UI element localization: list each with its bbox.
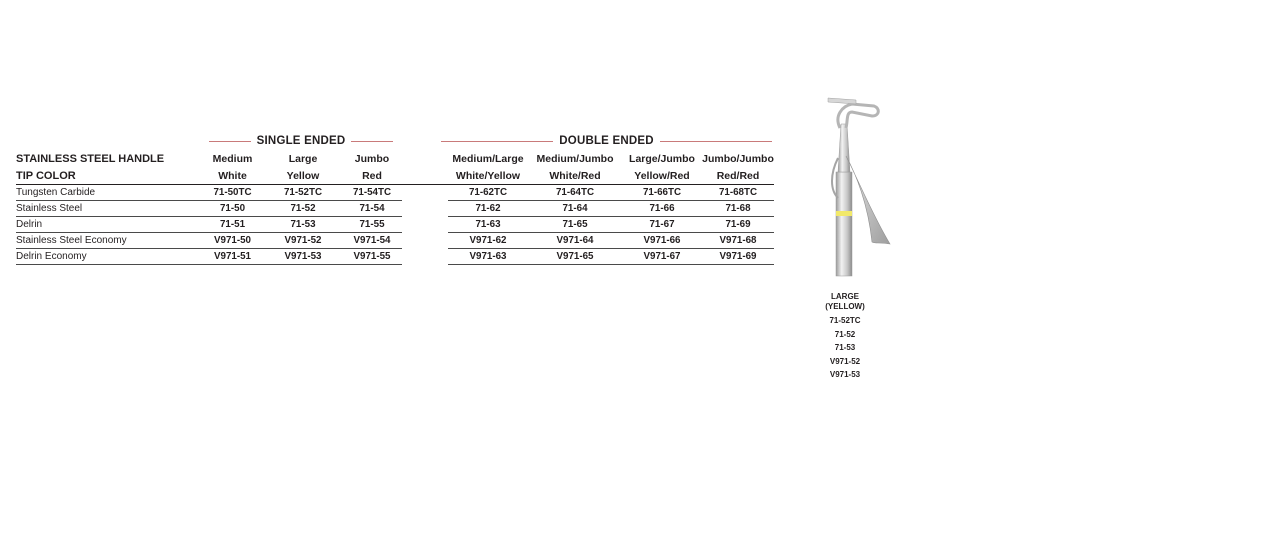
product-code: 71-53 (264, 217, 342, 233)
product-code: V971-65 (528, 249, 622, 265)
col-color-white: White (201, 167, 264, 185)
heading-rule (441, 141, 553, 142)
header-row-color (16, 167, 774, 185)
product-code: 71-54TC (342, 185, 402, 201)
product-code: 71-64 (528, 201, 622, 217)
col-gap (402, 217, 448, 233)
spec-table (16, 150, 774, 265)
table-row (16, 249, 774, 265)
col-color-white-yellow: White/Yellow (448, 167, 528, 185)
table-row (16, 201, 774, 217)
double-ended-heading (441, 134, 772, 148)
material-label: Delrin Economy (16, 249, 201, 265)
caption-size: LARGE (831, 292, 859, 301)
double-ended-label: DOUBLE ENDED (559, 135, 654, 147)
col-color-yellow-red: Yellow/Red (622, 167, 702, 185)
spec-table-body (16, 185, 774, 265)
heading-rule (351, 141, 393, 142)
caption-code: 71-52 (834, 329, 856, 339)
product-code: V971-66 (622, 233, 702, 249)
material-label: Stainless Steel (16, 201, 201, 217)
col-color-red-red: Red/Red (702, 167, 774, 185)
product-code: 71-52TC (264, 185, 342, 201)
material-label: Tungsten Carbide (16, 185, 201, 201)
col-size-jumbo-jumbo: Jumbo/Jumbo (702, 152, 774, 165)
col-gap (402, 150, 448, 167)
product-code: 71-66TC (622, 185, 702, 201)
caption-code: V971-52 (829, 356, 861, 366)
table-row (16, 217, 774, 233)
table-row (16, 185, 774, 201)
table-row (16, 233, 774, 249)
col-gap (402, 185, 448, 201)
product-caption (805, 292, 885, 382)
col-gap (402, 233, 448, 249)
product-code: V971-52 (264, 233, 342, 249)
product-code: 71-68 (702, 201, 774, 217)
col-size-medium: Medium (212, 152, 253, 165)
single-ended-label: SINGLE ENDED (256, 135, 346, 147)
product-code: V971-50 (201, 233, 264, 249)
product-code: V971-62 (448, 233, 528, 249)
col-size-large: Large (288, 152, 318, 165)
caption-code: V971-53 (829, 370, 861, 379)
material-label: Stainless Steel Economy (16, 233, 201, 249)
material-label: Delrin (16, 217, 201, 233)
product-code: 71-62 (448, 201, 528, 217)
product-code: V971-69 (702, 249, 774, 265)
product-code: V971-53 (264, 249, 342, 265)
col-size-medium-large: Medium/Large (452, 152, 524, 165)
product-code: V971-51 (201, 249, 264, 265)
product-code: V971-54 (342, 233, 402, 249)
header-row-size (16, 150, 774, 167)
single-ended-heading (209, 134, 393, 148)
heading-rule (660, 141, 772, 142)
tip-color-header: TIP COLOR (16, 167, 201, 185)
product-code: 71-67 (622, 217, 702, 233)
product-code: V971-64 (528, 233, 622, 249)
product-code: V971-67 (622, 249, 702, 265)
handle-header: STAINLESS STEEL HANDLE (16, 152, 165, 165)
product-code: 71-66 (622, 201, 702, 217)
product-code: 71-65 (528, 217, 622, 233)
packing-instrument-image (816, 94, 896, 280)
col-size-jumbo: Jumbo (354, 152, 390, 165)
product-code: 71-68TC (702, 185, 774, 201)
col-color-yellow: Yellow (264, 167, 342, 185)
product-code: 71-54 (342, 201, 402, 217)
product-code: 71-50 (201, 201, 264, 217)
product-code: V971-63 (448, 249, 528, 265)
col-gap (402, 201, 448, 217)
caption-codes (805, 314, 885, 382)
col-gap (402, 167, 448, 185)
heading-rule (209, 141, 251, 142)
product-code: V971-68 (702, 233, 774, 249)
yellow-band (836, 211, 852, 216)
caption-code: 71-52TC (829, 316, 861, 325)
caption-color: (YELLOW) (825, 302, 865, 311)
product-code: 71-64TC (528, 185, 622, 201)
product-code: 71-50TC (201, 185, 264, 201)
col-color-red: Red (342, 167, 402, 185)
product-code: 71-55 (342, 217, 402, 233)
product-code: 71-63 (448, 217, 528, 233)
product-code: 71-51 (201, 217, 264, 233)
col-gap (402, 249, 448, 265)
col-color-white-red: White/Red (528, 167, 622, 185)
product-code: 71-52 (264, 201, 342, 217)
col-size-large-jumbo: Large/Jumbo (629, 152, 695, 165)
product-code: V971-55 (342, 249, 402, 265)
product-code: 71-69 (702, 217, 774, 233)
product-code: 71-62TC (448, 185, 528, 201)
col-size-medium-jumbo: Medium/Jumbo (536, 152, 614, 165)
caption-code: 71-53 (834, 343, 856, 352)
